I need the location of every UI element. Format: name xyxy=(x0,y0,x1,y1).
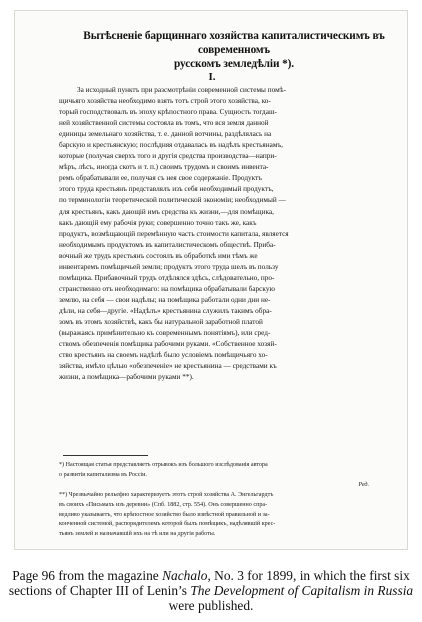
footnote-rule xyxy=(63,455,148,456)
body-line: ство крестьянъ на своемъ надѣлѣ было условіемъ помѣщичьяго хо- xyxy=(59,351,268,360)
footnote-line: о развитіи капитализма въ Россіи. xyxy=(59,471,147,478)
article-body xyxy=(59,85,399,383)
title-line-1: Вытѣсненіе барщиннаго хозяйства капиталистическимъ въ современномъ xyxy=(83,30,385,56)
body-line: для крестьянъ, какъ дающій имъ средства къ жизни,—для помѣщика, xyxy=(59,207,274,216)
body-line: мѣръ, лѣсъ, иногда скотъ и т. п.) своимъ трудомъ и своимъ инвента- xyxy=(59,163,269,172)
section-number: I. xyxy=(208,71,216,83)
title-line-2: русскомъ земледѣліи *). xyxy=(173,58,295,70)
body-line: жизни, а помѣщика—рабочими руками **). xyxy=(59,373,194,382)
body-line: продуктъ, возмѣщающій перемѣнную часть стоимости капитала, является xyxy=(59,229,289,238)
footnote-line: *) Настоящая статья представляетъ отрывокъ изъ большого изслѣдованія автора xyxy=(59,462,268,468)
magazine-page xyxy=(14,10,408,550)
body-line: помѣщика. Прибавочный трудъ отдѣлялся здѣсь, слѣдовательно, про- xyxy=(59,273,275,282)
body-line: странственно отъ необходимаго: на помѣщика обрабатывали барскую xyxy=(59,284,275,293)
caption-text-3: were published. xyxy=(168,598,254,613)
body-line: зяйства, имѣло цѣлью «обезпеченіе» не крестьянина — средствами къ xyxy=(59,362,277,371)
body-line: дѣли, на себя—другіе. «Надѣлъ» крестьянина служилъ такимъ обра- xyxy=(59,306,272,315)
footnote-2 xyxy=(59,491,399,541)
body-line: щичьяго хозяйства необходимо взять тотъ строй этого хозяйства, ко- xyxy=(59,97,271,106)
body-line: вочный же трудъ крестьянъ состоялъ въ обработкѣ ими тѣмъ же xyxy=(59,251,258,260)
body-line: зомъ въ этомъ хозяйствѣ, какъ бы натуральной заработной платой xyxy=(59,317,263,326)
article-title xyxy=(61,29,407,71)
figure-caption xyxy=(6,568,416,613)
caption-text-2: , No. 3 for 1899, in which the first six sections of Chapter III of Lenin’s xyxy=(8,568,410,598)
footnote-line: ведливо указываетъ, что крѣпостное хозяйство было извѣстной правильной и за- xyxy=(59,511,270,518)
body-line: (выражаясь примѣнительно къ современнымъ понятіямъ), или сред- xyxy=(59,329,271,338)
footnotes xyxy=(59,461,399,540)
body-line: барскую и крестьянскую; послѣдняя отдавалась въ надѣлъ крестьянамъ, xyxy=(59,141,283,150)
body-line: ствомъ обезпеченія помѣщика рабочими руками. «Собственное хозяй- xyxy=(59,340,277,349)
body-line: этого труда крестьянъ представлялъ изъ себя необходимый продуктъ, xyxy=(59,185,274,194)
body-line: которые (получая сверхъ того и другія средства производства—напри- xyxy=(59,152,277,161)
body-line: по терминологіи теоретической политической экономіи; необходимый — xyxy=(59,196,286,205)
footnote-line: конченной системой, распорядителемъ которой былъ помѣщикъ, надѣлявшій крес- xyxy=(59,521,276,528)
body-line: необходимымъ продуктомъ въ капиталистическомъ обществѣ. Приба- xyxy=(59,240,276,249)
footnote-line: въ своихъ «Письмахъ изъ деревни» (Спб. 1882, стр. 554). Онъ совершенно спра- xyxy=(59,501,268,508)
caption-magazine-name: Nachalo xyxy=(162,568,208,583)
footnote-line: тьянъ землей и назначавшій ихъ на тѣ или на другія работы. xyxy=(59,531,216,538)
body-line: ремъ обрабатывали ее, получая съ нея свое содержаніе. Продуктъ xyxy=(59,174,262,183)
caption-book-title: The Development of Capitalism in Russia xyxy=(190,583,414,598)
footnote-1-signature: Ред. xyxy=(358,481,369,488)
body-line: какъ дающій ему рабочія руки; совершенно точно такъ же, какъ xyxy=(59,218,257,227)
body-line: торый господствовалъ въ эпоху крѣпостного права. Сущность тогдаш- xyxy=(59,108,277,117)
footnote-line: **) Чрезвычайно рельефно характеризуетъ этотъ строй хозяйства А. Энгельгардтъ xyxy=(59,491,274,498)
caption-text-1: Page 96 from the magazine xyxy=(12,568,163,583)
body-line: ней хозяйственной системы состояла въ томъ, что вся земля данной xyxy=(59,119,269,128)
body-line: За исходный пунктъ при разсмотрѣніи современной системы помѣ- xyxy=(77,86,287,94)
body-line: единицы земельнаго хозяйства, т. е. данной вотчины, раздѣлялась на xyxy=(59,130,272,139)
footnote-1 xyxy=(59,461,399,481)
body-line: инвентаремъ помѣщичьей земли; продуктъ этого труда шелъ въ пользу xyxy=(59,262,279,271)
body-line: землю, на себя — свои надѣлы; на помѣщика работали одни дни не- xyxy=(59,295,271,304)
